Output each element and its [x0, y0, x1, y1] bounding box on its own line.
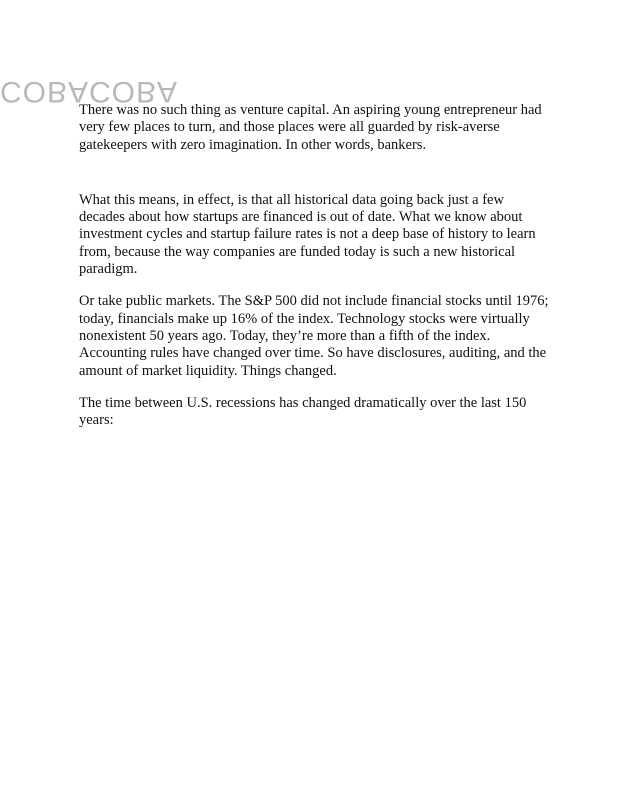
paragraph-historical-data: What this means, in effect, is that all historical data going back just a few decades about how startups are financed is out of date. What we know about investment cycles and startup failure rates is not a deep base of history to learn from, because the way companies are funded today is such a new historical paradigm. — [79, 191, 536, 278]
paragraph-venture-capital: There was no such thing as venture capital. An aspiring young entrepreneur had very few places to turn, and those places were all guarded by risk-averse gatekeepers with zero imagination. In other words, bankers. — [79, 102, 542, 153]
paragraph-public-markets: Or take public markets. The S&P 500 did not include financial stocks until 1976; today, financials make up 16% of the index. Technology stocks were virtually nonexistent 50 years ago. Today, they’re more than a fifth of the index. Accounting rules have changed over time. So have disclosures, auditing, and the amount of market liquidity. Things changed. — [79, 293, 549, 379]
document-body — [79, 102, 549, 429]
watermark-logo: COBACOBA — [0, 75, 179, 108]
paragraph-recessions: The time between U.S. recessions has changed dramatically over the last 150 years: — [79, 394, 527, 429]
